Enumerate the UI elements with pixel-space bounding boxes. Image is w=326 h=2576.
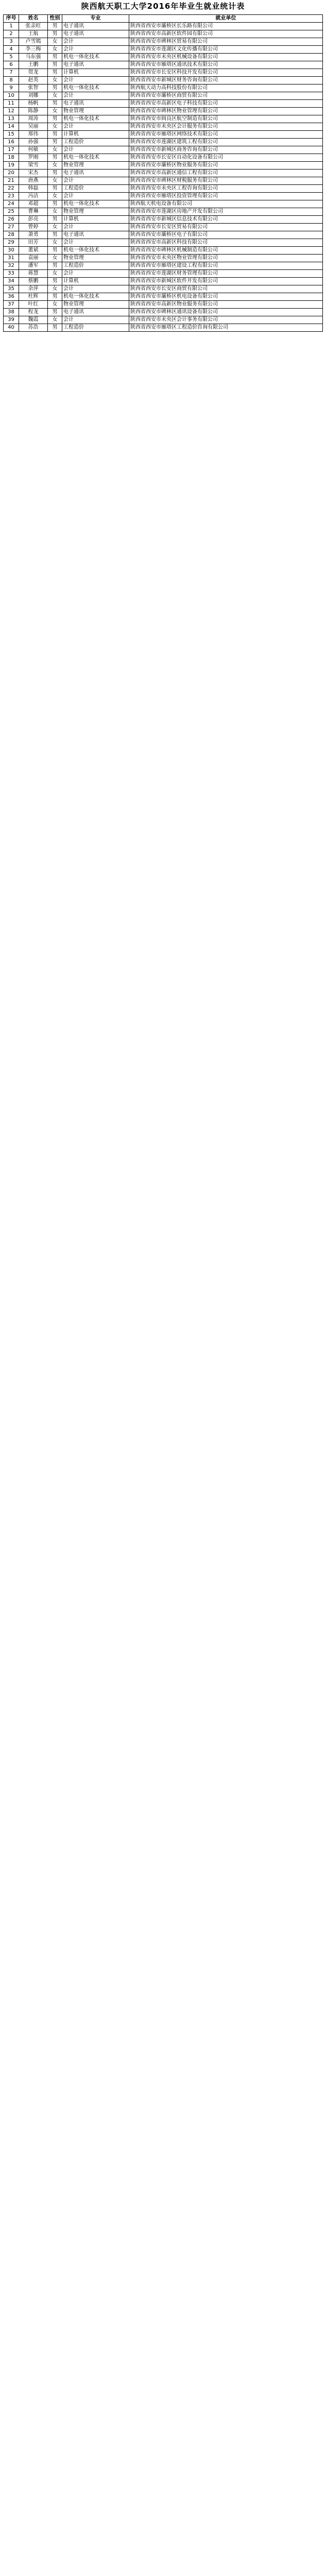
row-employer: 陕西省西安市未央区机械设备有限公司 bbox=[129, 54, 323, 61]
row-employer: 陕西省西安市雁塔区投资管理有限公司 bbox=[129, 193, 323, 200]
row-major: 会计 bbox=[62, 146, 129, 154]
row-gender: 女 bbox=[48, 316, 62, 324]
table-row bbox=[4, 224, 323, 231]
row-index: 18 bbox=[4, 154, 19, 162]
row-employer: 陕西省西安市莲湖区文化传播有限公司 bbox=[129, 46, 323, 54]
row-name: 田芳 bbox=[19, 239, 48, 247]
row-name: 杨帆 bbox=[19, 100, 48, 108]
row-major: 会计 bbox=[62, 123, 129, 131]
table-row bbox=[4, 115, 323, 123]
row-major: 会计 bbox=[62, 193, 129, 200]
row-index: 16 bbox=[4, 139, 19, 146]
row-major: 电子通讯 bbox=[62, 61, 129, 69]
table-row bbox=[4, 146, 323, 154]
row-gender: 女 bbox=[48, 38, 62, 46]
row-major: 电子通讯 bbox=[62, 309, 129, 316]
row-major: 机电一体化技术 bbox=[62, 84, 129, 92]
row-employer: 陕西省西安市雁塔区建设工程有限公司 bbox=[129, 262, 323, 270]
table-row bbox=[4, 139, 323, 146]
table-row bbox=[4, 185, 323, 193]
row-index: 17 bbox=[4, 146, 19, 154]
row-employer: 陕西航天机电设备有限公司 bbox=[129, 200, 323, 208]
row-employer: 陕西省西安市新城区信息技术有限公司 bbox=[129, 216, 323, 224]
row-index: 1 bbox=[4, 23, 19, 30]
row-major: 电子通讯 bbox=[62, 23, 129, 30]
row-name: 宋杰 bbox=[19, 170, 48, 177]
row-name: 罗刚 bbox=[19, 154, 48, 162]
row-employer: 陕西省西安市长安区自动化设备有限公司 bbox=[129, 154, 323, 162]
table-row bbox=[4, 177, 323, 185]
row-name: 叶红 bbox=[19, 301, 48, 309]
row-major: 会计 bbox=[62, 285, 129, 293]
row-gender: 男 bbox=[48, 200, 62, 208]
table-row bbox=[4, 309, 323, 316]
row-employer: 陕西省西安市碑林区财税服务有限公司 bbox=[129, 177, 323, 185]
row-major: 机电一体化技术 bbox=[62, 54, 129, 61]
row-name: 唐燕 bbox=[19, 177, 48, 185]
row-gender: 男 bbox=[48, 309, 62, 316]
row-major: 工程造价 bbox=[62, 262, 129, 270]
row-index: 26 bbox=[4, 216, 19, 224]
row-gender: 女 bbox=[48, 46, 62, 54]
row-name: 董斌 bbox=[19, 247, 48, 255]
row-gender: 女 bbox=[48, 77, 62, 84]
row-name: 余萍 bbox=[19, 285, 48, 293]
row-major: 物业管理 bbox=[62, 162, 129, 170]
employment-table bbox=[3, 14, 323, 332]
row-major: 计算机 bbox=[62, 131, 129, 139]
row-major: 会计 bbox=[62, 46, 129, 54]
table-row bbox=[4, 46, 323, 54]
row-gender: 女 bbox=[48, 108, 62, 115]
row-gender: 男 bbox=[48, 262, 62, 270]
row-gender: 男 bbox=[48, 278, 62, 285]
table-row bbox=[4, 131, 323, 139]
row-index: 31 bbox=[4, 255, 19, 262]
row-gender: 女 bbox=[48, 146, 62, 154]
row-gender: 女 bbox=[48, 255, 62, 262]
row-employer: 陕西省西安市高新区通信工程有限公司 bbox=[129, 170, 323, 177]
header-major: 专业 bbox=[62, 15, 129, 23]
table-row bbox=[4, 255, 323, 262]
row-gender: 女 bbox=[48, 177, 62, 185]
row-name: 吴丽 bbox=[19, 123, 48, 131]
table-row bbox=[4, 285, 323, 293]
row-major: 工程造价 bbox=[62, 324, 129, 332]
row-gender: 女 bbox=[48, 208, 62, 216]
table-row bbox=[4, 239, 323, 247]
row-employer: 陕西省西安市新城区商务咨询有限公司 bbox=[129, 146, 323, 154]
table-row bbox=[4, 77, 323, 84]
row-name: 郑伟 bbox=[19, 131, 48, 139]
row-name: 蔡鹏 bbox=[19, 278, 48, 285]
row-name: 萧勇 bbox=[19, 231, 48, 239]
row-index: 34 bbox=[4, 278, 19, 285]
row-index: 5 bbox=[4, 54, 19, 61]
row-gender: 男 bbox=[48, 293, 62, 301]
row-employer: 陕西航天动力高科技股份有限公司 bbox=[129, 84, 323, 92]
row-index: 24 bbox=[4, 200, 19, 208]
row-name: 王航 bbox=[19, 30, 48, 38]
row-employer: 陕西省西安市灞桥区长乐路有限公司 bbox=[129, 23, 323, 30]
row-name: 苏浩 bbox=[19, 324, 48, 332]
row-major: 电子通讯 bbox=[62, 231, 129, 239]
header-gender: 性别 bbox=[48, 15, 62, 23]
table-row bbox=[4, 301, 323, 309]
table-row bbox=[4, 108, 323, 115]
row-index: 37 bbox=[4, 301, 19, 309]
row-name: 刘娜 bbox=[19, 92, 48, 100]
row-gender: 男 bbox=[48, 139, 62, 146]
row-index: 23 bbox=[4, 193, 19, 200]
row-index: 8 bbox=[4, 77, 19, 84]
row-employer: 陕西省西安市灞桥区物业服务有限公司 bbox=[129, 162, 323, 170]
row-major: 物业管理 bbox=[62, 301, 129, 309]
table-row bbox=[4, 61, 323, 69]
row-major: 物业管理 bbox=[62, 108, 129, 115]
row-employer: 陕西省西安市新城区财务咨询有限公司 bbox=[129, 77, 323, 84]
row-name: 邓超 bbox=[19, 200, 48, 208]
row-index: 7 bbox=[4, 69, 19, 77]
table-row bbox=[4, 84, 323, 92]
row-name: 陈静 bbox=[19, 108, 48, 115]
table-row bbox=[4, 324, 323, 332]
row-index: 32 bbox=[4, 262, 19, 270]
row-major: 工程造价 bbox=[62, 185, 129, 193]
row-employer: 陕西省西安市未央区物业管理有限公司 bbox=[129, 255, 323, 262]
row-name: 赵英 bbox=[19, 77, 48, 84]
row-major: 会计 bbox=[62, 239, 129, 247]
row-employer: 陕西省西安市未央区会计服务有限公司 bbox=[129, 123, 323, 131]
row-name: 彭亮 bbox=[19, 216, 48, 224]
row-gender: 男 bbox=[48, 30, 62, 38]
table-header-row bbox=[4, 15, 323, 23]
row-gender: 女 bbox=[48, 193, 62, 200]
row-gender: 女 bbox=[48, 270, 62, 278]
row-gender: 男 bbox=[48, 69, 62, 77]
row-gender: 男 bbox=[48, 84, 62, 92]
table-row bbox=[4, 270, 323, 278]
row-name: 孙强 bbox=[19, 139, 48, 146]
row-employer: 陕西省西安市雁塔区工程造价咨询有限公司 bbox=[129, 324, 323, 332]
row-gender: 男 bbox=[48, 115, 62, 123]
row-gender: 女 bbox=[48, 301, 62, 309]
table-body bbox=[4, 23, 323, 332]
row-index: 19 bbox=[4, 162, 19, 170]
row-employer: 陕西省西安市灞桥区商贸有限公司 bbox=[129, 92, 323, 100]
table-row bbox=[4, 38, 323, 46]
row-index: 35 bbox=[4, 285, 19, 293]
row-major: 机电一体化技术 bbox=[62, 154, 129, 162]
row-gender: 男 bbox=[48, 131, 62, 139]
table-row bbox=[4, 170, 323, 177]
row-name: 潘军 bbox=[19, 262, 48, 270]
row-name: 马东强 bbox=[19, 54, 48, 61]
row-name: 张亲旺 bbox=[19, 23, 48, 30]
row-major: 会计 bbox=[62, 177, 129, 185]
table-row bbox=[4, 247, 323, 255]
row-major: 物业管理 bbox=[62, 208, 129, 216]
row-major: 计算机 bbox=[62, 69, 129, 77]
row-name: 梁雪 bbox=[19, 162, 48, 170]
row-major: 电子通讯 bbox=[62, 30, 129, 38]
row-name: 贺龙 bbox=[19, 69, 48, 77]
row-index: 9 bbox=[4, 84, 19, 92]
row-employer: 陕西省西安市碑林区物业管理有限公司 bbox=[129, 108, 323, 115]
row-index: 12 bbox=[4, 108, 19, 115]
row-name: 卢雪嫣 bbox=[19, 38, 48, 46]
row-index: 30 bbox=[4, 247, 19, 255]
row-major: 会计 bbox=[62, 316, 129, 324]
row-gender: 女 bbox=[48, 123, 62, 131]
row-name: 李三梅 bbox=[19, 46, 48, 54]
table-row bbox=[4, 200, 323, 208]
row-employer: 陕西省西安市碑林区贸易有限公司 bbox=[129, 38, 323, 46]
row-index: 3 bbox=[4, 38, 19, 46]
row-major: 机电一体化技术 bbox=[62, 293, 129, 301]
row-employer: 陕西省西安市灞桥区电子有限公司 bbox=[129, 231, 323, 239]
row-index: 14 bbox=[4, 123, 19, 131]
header-employer: 就业单位 bbox=[129, 15, 323, 23]
row-employer: 陕西省西安市长安区贸易有限公司 bbox=[129, 224, 323, 231]
row-index: 27 bbox=[4, 224, 19, 231]
row-index: 6 bbox=[4, 61, 19, 69]
row-index: 33 bbox=[4, 270, 19, 278]
row-major: 电子通讯 bbox=[62, 100, 129, 108]
row-index: 2 bbox=[4, 30, 19, 38]
row-major: 计算机 bbox=[62, 216, 129, 224]
row-name: 袁丽 bbox=[19, 255, 48, 262]
row-gender: 男 bbox=[48, 324, 62, 332]
row-employer: 陕西省西安市高新区电子科技有限公司 bbox=[129, 100, 323, 108]
row-gender: 女 bbox=[48, 239, 62, 247]
row-index: 15 bbox=[4, 131, 19, 139]
row-major: 机电一体化技术 bbox=[62, 115, 129, 123]
row-index: 11 bbox=[4, 100, 19, 108]
table-row bbox=[4, 231, 323, 239]
row-employer: 陕西省西安市未央区会计事务有限公司 bbox=[129, 316, 323, 324]
row-major: 机电一体化技术 bbox=[62, 200, 129, 208]
row-index: 40 bbox=[4, 324, 19, 332]
table-row bbox=[4, 54, 323, 61]
row-employer: 陕西省西安市未央区工程咨询有限公司 bbox=[129, 185, 323, 193]
table-row bbox=[4, 193, 323, 200]
row-index: 10 bbox=[4, 92, 19, 100]
row-gender: 男 bbox=[48, 23, 62, 30]
row-major: 会计 bbox=[62, 224, 129, 231]
row-gender: 男 bbox=[48, 216, 62, 224]
row-name: 程龙 bbox=[19, 309, 48, 316]
row-index: 25 bbox=[4, 208, 19, 216]
table-row bbox=[4, 216, 323, 224]
row-index: 28 bbox=[4, 231, 19, 239]
table-row bbox=[4, 262, 323, 270]
table-row bbox=[4, 100, 323, 108]
row-employer: 陕西省西安市雁塔区通讯技术有限公司 bbox=[129, 61, 323, 69]
row-name: 杜辉 bbox=[19, 293, 48, 301]
table-row bbox=[4, 23, 323, 30]
row-gender: 女 bbox=[48, 92, 62, 100]
row-gender: 女 bbox=[48, 224, 62, 231]
table-row bbox=[4, 69, 323, 77]
table-row bbox=[4, 316, 323, 324]
table-row bbox=[4, 30, 323, 38]
row-index: 36 bbox=[4, 293, 19, 301]
row-index: 13 bbox=[4, 115, 19, 123]
row-index: 38 bbox=[4, 309, 19, 316]
row-name: 周涛 bbox=[19, 115, 48, 123]
table-row bbox=[4, 278, 323, 285]
row-gender: 男 bbox=[48, 54, 62, 61]
row-major: 会计 bbox=[62, 270, 129, 278]
row-major: 会计 bbox=[62, 77, 129, 84]
row-major: 计算机 bbox=[62, 278, 129, 285]
row-index: 4 bbox=[4, 46, 19, 54]
row-employer: 陕西省西安市高新区物业服务有限公司 bbox=[129, 301, 323, 309]
table-row bbox=[4, 162, 323, 170]
row-gender: 女 bbox=[48, 162, 62, 170]
row-gender: 男 bbox=[48, 61, 62, 69]
row-employer: 陕西省西安市高新区科技有限公司 bbox=[129, 239, 323, 247]
row-major: 物业管理 bbox=[62, 255, 129, 262]
row-major: 会计 bbox=[62, 38, 129, 46]
row-index: 20 bbox=[4, 170, 19, 177]
row-index: 22 bbox=[4, 185, 19, 193]
row-employer: 陕西省西安市高新区软件园有限公司 bbox=[129, 30, 323, 38]
table-row bbox=[4, 154, 323, 162]
row-employer: 陕西省西安市长安区商贸有限公司 bbox=[129, 285, 323, 293]
row-gender: 男 bbox=[48, 247, 62, 255]
header-name: 姓名 bbox=[19, 15, 48, 23]
row-index: 39 bbox=[4, 316, 19, 324]
table-row bbox=[4, 208, 323, 216]
row-employer: 陕西省西安市阎良区航空制造有限公司 bbox=[129, 115, 323, 123]
row-employer: 陕西省西安市碑林区机械制造有限公司 bbox=[129, 247, 323, 255]
table-row bbox=[4, 92, 323, 100]
row-gender: 男 bbox=[48, 231, 62, 239]
document-title: 陕西航天职工大学2016年毕业生就业统计表 bbox=[81, 2, 245, 11]
row-name: 何敏 bbox=[19, 146, 48, 154]
row-employer: 陕西省西安市莲湖区房地产开发有限公司 bbox=[129, 208, 323, 216]
row-employer: 陕西省西安市碑林区通讯设备有限公司 bbox=[129, 309, 323, 316]
row-major: 电子通讯 bbox=[62, 170, 129, 177]
row-gender: 男 bbox=[48, 100, 62, 108]
row-name: 王鹏 bbox=[19, 61, 48, 69]
row-name: 曹琳 bbox=[19, 208, 48, 216]
row-gender: 男 bbox=[48, 154, 62, 162]
row-name: 蒋慧 bbox=[19, 270, 48, 278]
row-name: 冯洁 bbox=[19, 193, 48, 200]
row-major: 机电一体化技术 bbox=[62, 247, 129, 255]
row-employer: 陕西省西安市雁塔区网络技术有限公司 bbox=[129, 131, 323, 139]
table-row bbox=[4, 293, 323, 301]
row-gender: 男 bbox=[48, 185, 62, 193]
row-gender: 男 bbox=[48, 170, 62, 177]
row-major: 工程造价 bbox=[62, 139, 129, 146]
row-name: 曾婷 bbox=[19, 224, 48, 231]
row-employer: 陕西省西安市长安区科技开发有限公司 bbox=[129, 69, 323, 77]
row-employer: 陕西省西安市新城区软件开发有限公司 bbox=[129, 278, 323, 285]
row-employer: 陕西省西安市莲湖区财务管理有限公司 bbox=[129, 270, 323, 278]
row-name: 韩磊 bbox=[19, 185, 48, 193]
row-name: 魏霞 bbox=[19, 316, 48, 324]
table-row bbox=[4, 123, 323, 131]
row-major: 会计 bbox=[62, 92, 129, 100]
row-employer: 陕西省西安市灞桥区机电设备有限公司 bbox=[129, 293, 323, 301]
row-index: 29 bbox=[4, 239, 19, 247]
row-gender: 女 bbox=[48, 285, 62, 293]
row-employer: 陕西省西安市莲湖区建筑工程有限公司 bbox=[129, 139, 323, 146]
row-index: 21 bbox=[4, 177, 19, 185]
row-name: 张智 bbox=[19, 84, 48, 92]
header-index: 序号 bbox=[4, 15, 19, 23]
